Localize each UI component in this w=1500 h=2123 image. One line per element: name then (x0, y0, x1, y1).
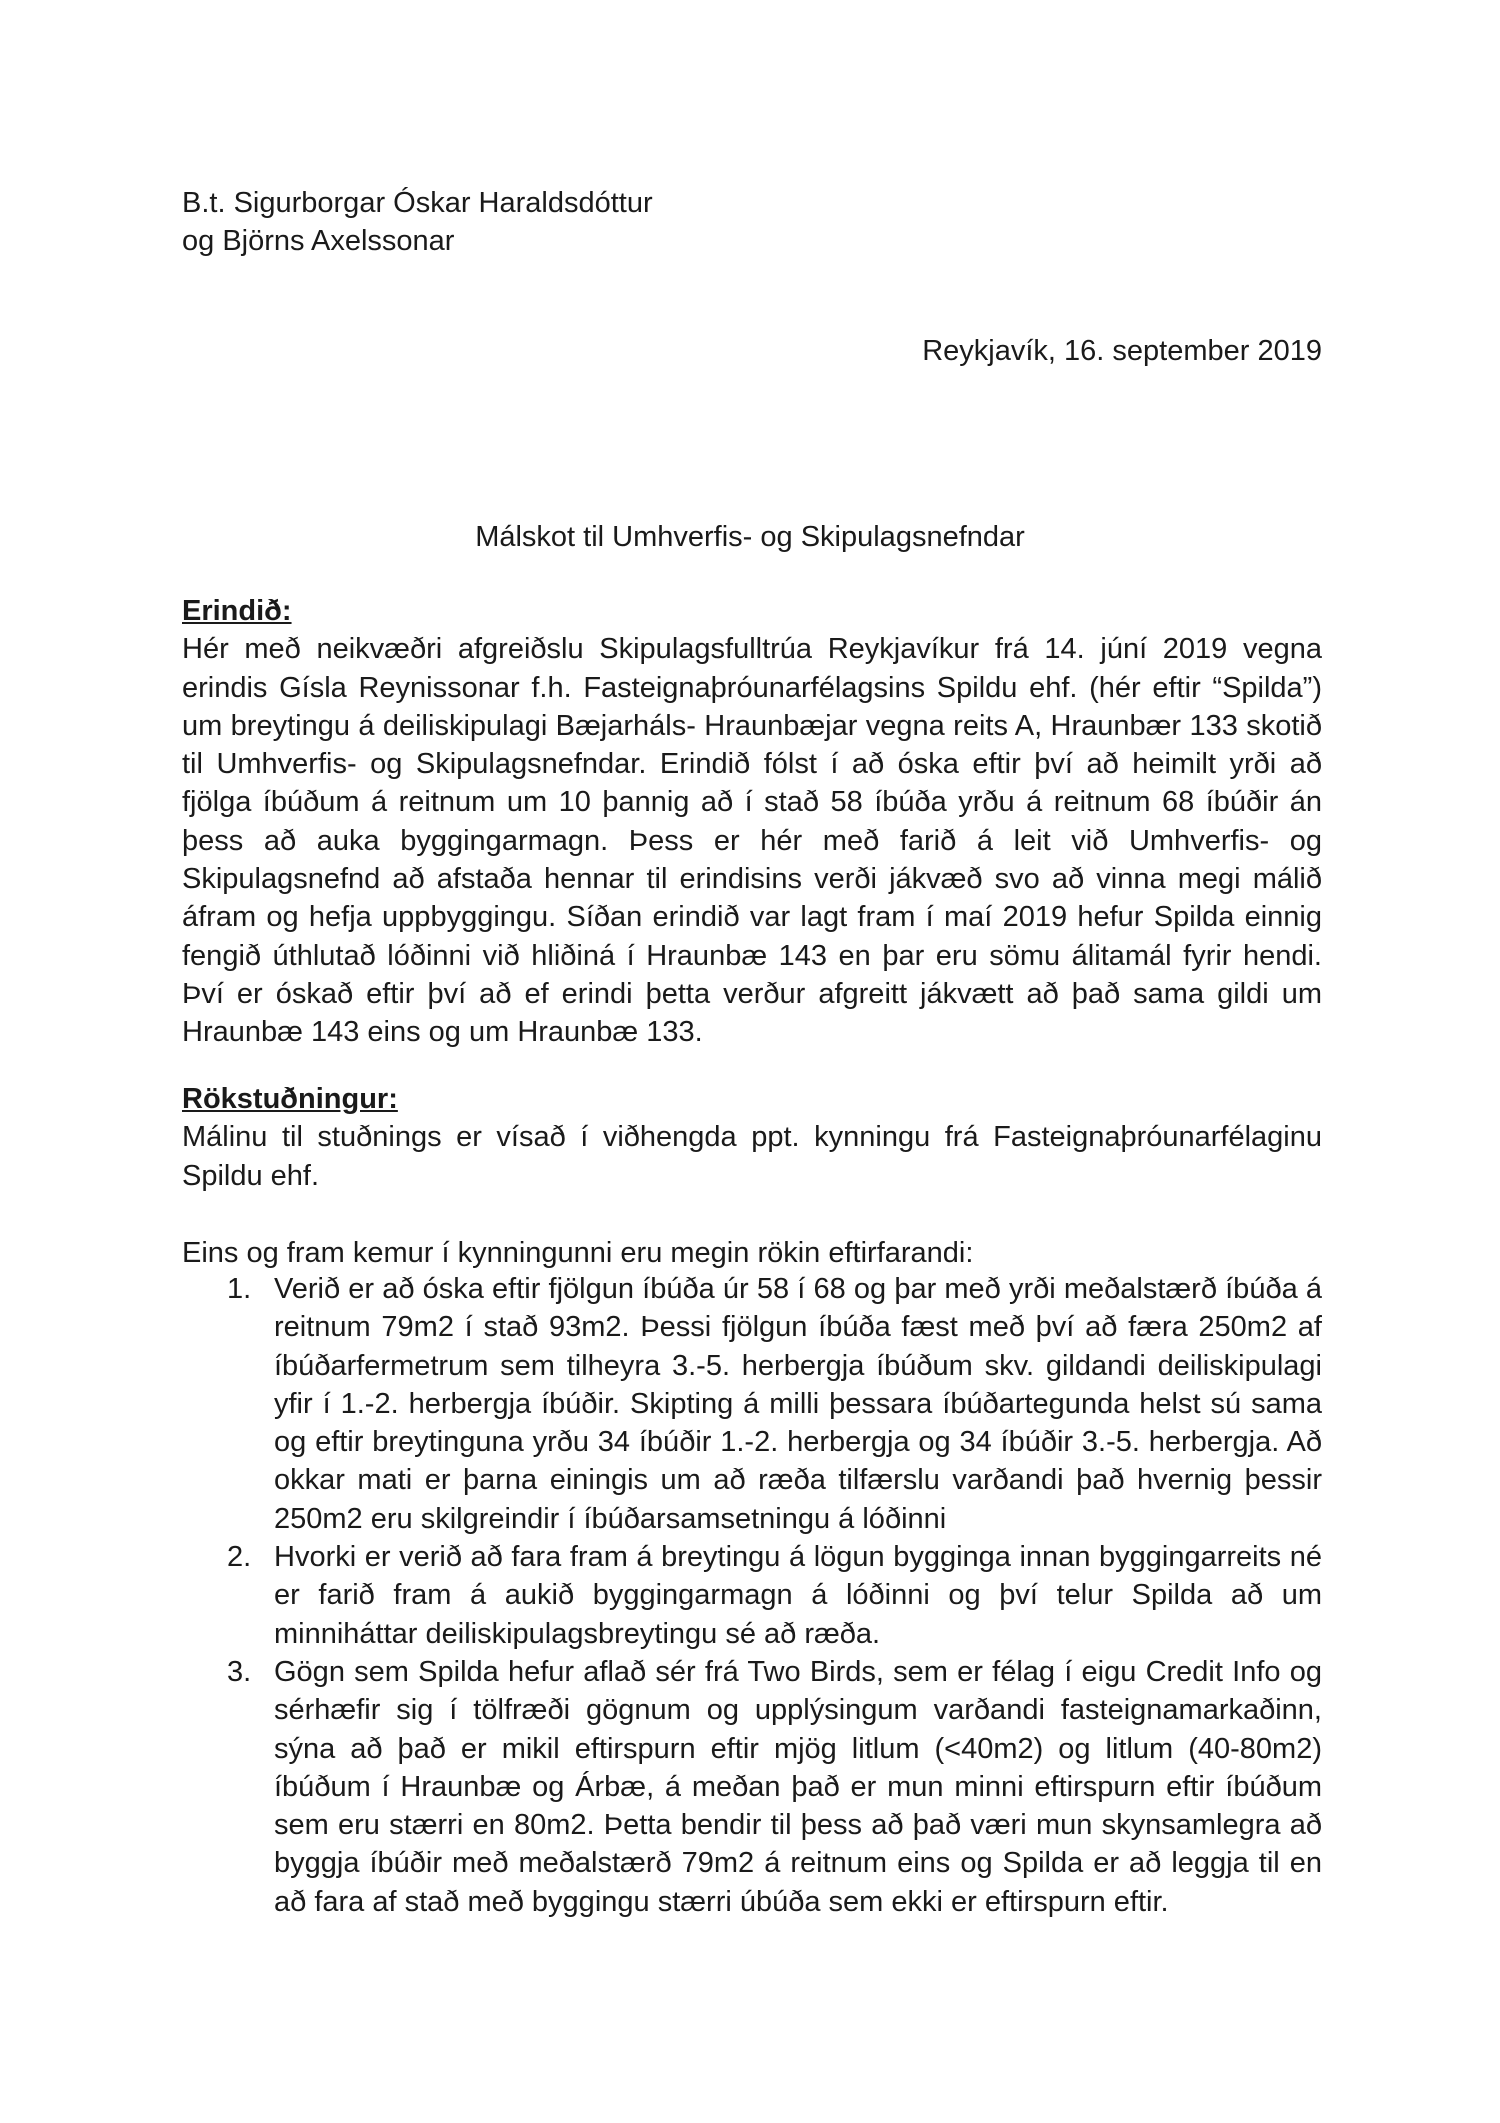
section-body-rokstudningur: Málinu til stuðnings er vísað í viðhengda ppt. kynningu frá Fasteignaþróunarfélaginu Spildu ehf. (182, 1121, 1322, 1192)
letter-title: Málskot til Umhverfis- og Skipulagsnefndar (475, 521, 1025, 553)
section-heading-erindi: Erindið: (182, 595, 292, 627)
list-item (182, 1653, 1322, 1921)
addressee-line-1: B.t. Sigurborgar Óskar Haraldsdóttur (182, 187, 653, 219)
section-rokstudningur (182, 1080, 1322, 1195)
list-item-number: 3. (227, 1655, 252, 1688)
section-body-erindi: Hér með neikvæðri afgreiðslu Skipulagsfulltrúa Reykjavíkur frá 14. júní 2019 vegna erindis Gísla Reynissonar f.h. Fasteignaþróunarfélagsins Spildu ehf. (hér eftir “Spilda”) um breytingu á deiliskipulagi Bæjarháls- Hraunbæjar vegna reits A, Hraunbær 133 skotið til Umhverfis- og Skipulagsnefndar. Erindið fólst í að óska eftir því að heimilt yrði að fjölga íbúðum á reitnum um 10 þannig að í stað 58 íbúða yrðu á reitnum 68 íbúðir án þess að auka byggingarmagn. Þess er hér með farið á leit við Umhverfis- og Skipulagsnefnd að afstaða hennar til erindisins verði jákvæð svo að vinna megi málið áfram og hefja uppbyggingu. Síðan erindið var lagt fram í maí 2019 hefur Spilda einnig fengið úthlutað lóðinni við hliðiná í Hraunbæ 143 en þar eru sömu álitamál fyrir hendi. Því er óskað eftir því að ef erindi þetta verður afgreitt jákvætt að það sama gildi um Hraunbæ 143 eins og um Hraunbæ 133. (182, 633, 1322, 1049)
list-item-number: 1. (227, 1273, 252, 1305)
addressee-block (182, 184, 653, 260)
section-erindi (182, 592, 1322, 1052)
list-item (182, 1538, 1322, 1653)
arguments-list (182, 1270, 1322, 1921)
list-item (182, 1270, 1322, 1538)
list-item-text: Hvorki er verið að fara fram á breytingu á lögun bygginga innan byggingarreits né er farið fram á aukið byggingarmagn á lóðinni og því telur Spilda að um minniháttar deiliskipulagsbreytingu sé að ræða. (274, 1541, 1322, 1650)
arguments-intro: Eins og fram kemur í kynningunni eru megin rökin eftirfarandi: (182, 1237, 974, 1269)
section-heading-rokstudningur: Rökstuðningur: (182, 1083, 398, 1115)
list-item-text: Gögn sem Spilda hefur aflað sér frá Two Birds, sem er félag í eigu Credit Info og sérhæfir sig í tölfræði gögnum og upplýsingum varðandi fasteignamarkaðinn, sýna að það er mikil eftirspurn eftir mjög litlum (<40m2) og litlum (40-80m2) íbúðum í Hraunbæ og Árbæ, á meðan það er mun minni eftirspurn eftir íbúðum sem eru stærri en 80m2. Þetta bendir til þess að það væri mun skynsamlegra að byggja íbúðir með meðalstærð 79m2 á reitnum eins og Spilda er að leggja til en að fara af stað með byggingu stærri úbúða sem ekki er eftirspurn eftir. (274, 1655, 1322, 1918)
list-item-text: Verið er að óska eftir fjölgun íbúða úr 58 í 68 og þar með yrði meðalstærð íbúða á reitnum 79m2 í stað 93m2. Þessi fjölgun íbúða fæst með því að færa 250m2 af íbúðarfermetrum sem tilheyra 3.-5. herbergja íbúðum skv. gildandi deiliskipulagi yfir í 1.-2. herbergja íbúðir. Skipting á milli þessara íbúðartegunda helst sú sama og eftir breytinguna yrðu 34 íbúðir 1.-2. herbergja og 34 íbúðir 3.-5. herbergja. Að okkar mati er þarna einingis um að ræða tilfærslu varðandi það hvernig þessir 250m2 eru skilgreindir í íbúðarsamsetningu á lóðinni (274, 1273, 1322, 1535)
dateline: Reykjavík, 16. september 2019 (922, 335, 1322, 367)
addressee-line-2: og Björns Axelssonar (182, 225, 455, 257)
list-item-number: 2. (227, 1541, 252, 1574)
